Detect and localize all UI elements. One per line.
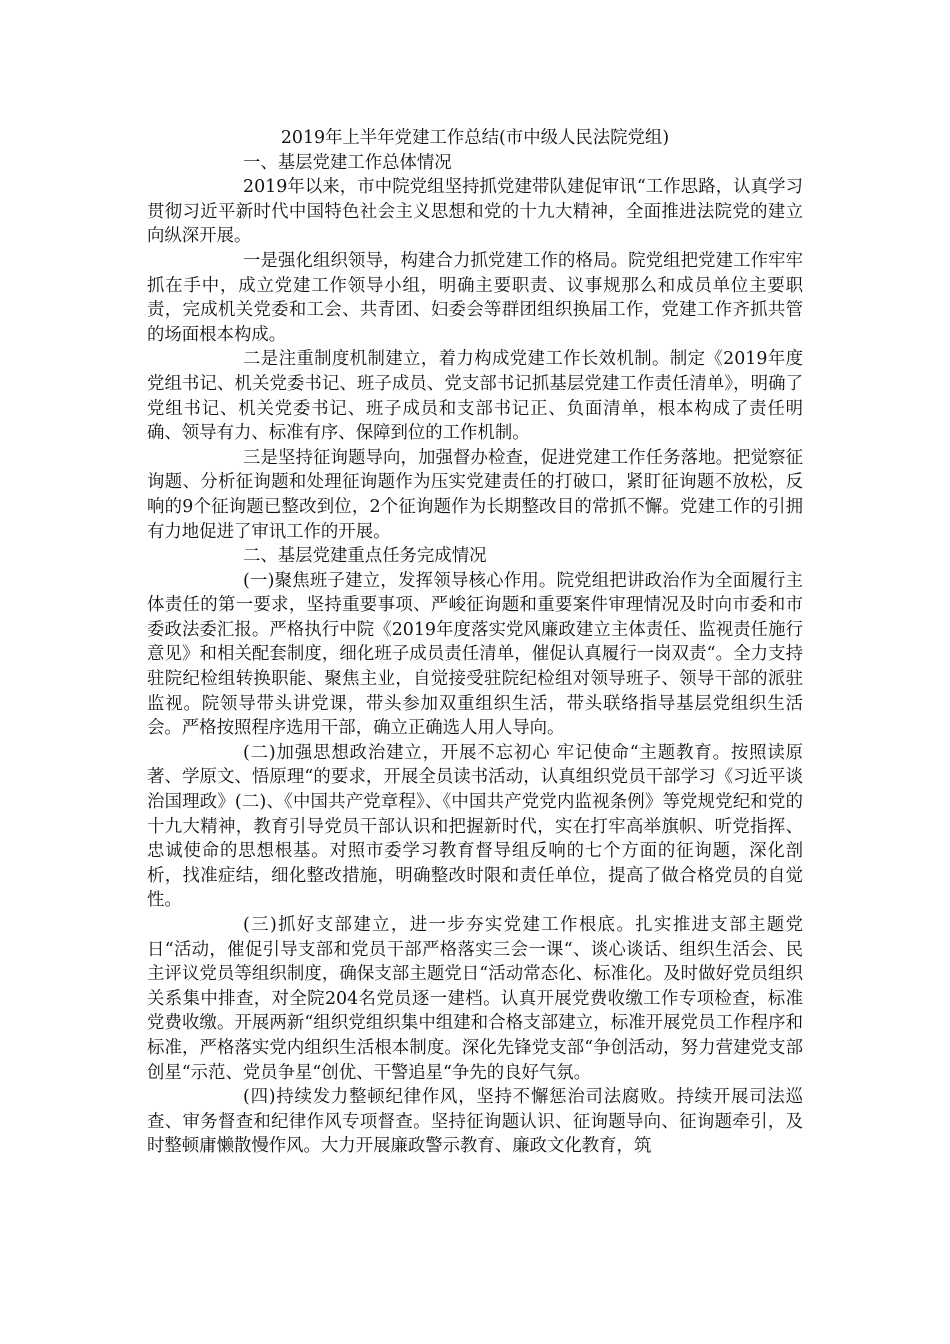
paragraph-6: (二)加强思想政治建立，开展不忘初心 牢记使命“主题教育。按照读原著、学原文、悟原理“的要求，开展全员读书活动，认真组织党员干部学习《习近平谈治国理政》(二)、《中国共产党章程》、《中国共产党党内监视条例》等党规党纪和党的十九大精神，教育引导党员干部认识和把握新时代，实在打牢高举旗帜、听党指挥、忠诚使命的思想根基。对照市委学习教育督导组反响的七个方面的征询题，深化剖析，找准症结，细化整改措施，明确整改时限和责任单位，提高了做合格党员的自觉性。: [147, 742, 803, 911]
document-page: [147, 126, 803, 1159]
paragraph-1: 2019年以来，市中院党组坚持抓党建带队建促审讯“工作思路，认真学习贯彻习近平新时代中国特色社会主义思想和党的十九大精神，全面推进法院党的建立向纵深开展。: [147, 177, 803, 247]
paragraph-7: (三)抓好支部建立，进一步夯实党建工作根底。扎实推进支部主题党日“活动，催促引导支部和党员干部严格落实三会一课“、谈心谈话、组织生活会、民主评议党员等组织制度，确保支部主题党日“活动常态化、标准化。及时做好党员组织关系集中排查，对全院204名党员逐一建档。认真开展党费收缴工作专项检查，标准党费收缴。开展两新“组织党组织集中组建和合格支部建立，标准开展党员工作程序和标准，严格落实党内组织生活根本制度。深化先锋党支部“争创活动，努力营建党支部创星“示范、党员争星“创优、干警追星“争先的良好气氛。: [147, 915, 803, 1083]
paragraph-5: (一)聚焦班子建立，发挥领导核心作用。院党组把讲政治作为全面履行主体责任的第一要求，坚持重要事项、严峻征询题和重要案件审理情况及时向市委和市委政法委汇报。严格执行中院《2019年度落实党风廉政建立主体责任、监视责任施行意见》和相关配套制度，细化班子成员责任清单，催促认真履行一岗双责“。全力支持驻院纪检组转换职能、聚焦主业，自觉接受驻院纪检组对领导班子、领导干部的派驻监视。院领导带头讲党课，带头参加双重组织生活，带头联络指导基层党组织生活会。严格按照程序选用干部，确立正确选人用人导向。: [147, 570, 803, 739]
paragraph-8: (四)持续发力整顿纪律作风，坚持不懈惩治司法腐败。持续开展司法巡查、审务督查和纪律作风专项督查。坚持征询题认识、征询题导向、征询题牵引，及时整顿庸懒散慢作风。大力开展廉政警示教育、廉政文化教育，筑: [147, 1087, 803, 1157]
paragraph-2: 一是强化组织领导，构建合力抓党建工作的格局。院党组把党建工作牢牢抓在手中，成立党建工作领导小组，明确主要职责、议事规那么和成员单位主要职责，完成机关党委和工会、共青团、妇委会等群团组织换届工作，党建工作齐抓共管的场面根本构成。: [147, 250, 803, 345]
paragraph-4: 三是坚持征询题导向，加强督办检查，促进党建工作任务落地。把觉察征询题、分析征询题和处理征询题作为压实党建责任的打破口，紧盯征询题不放松，反响的9个征询题已整改到位，2个征询题作为长期整改目的常抓不懈。党建工作的引拥有力地促进了审讯工作的开展。: [147, 447, 803, 542]
document-title: 2019年上半年党建工作总结(市中级人民法院党组): [280, 128, 670, 148]
section-heading-2: 二、基层党建重点任务完成情况: [243, 546, 487, 567]
paragraph-3: 二是注重制度机制建立，着力构成党建工作长效机制。制定《2019年度党组书记、机关党委书记、班子成员、党支部书记抓基层党建工作责任清单》，明确了党组书记、机关党委书记、班子成员和支部书记正、负面清单，根本构成了责任明确、领导有力、标准有序、保障到位的工作机制。: [147, 349, 803, 444]
section-heading-1: 一、基层党建工作总体情况: [243, 152, 452, 173]
